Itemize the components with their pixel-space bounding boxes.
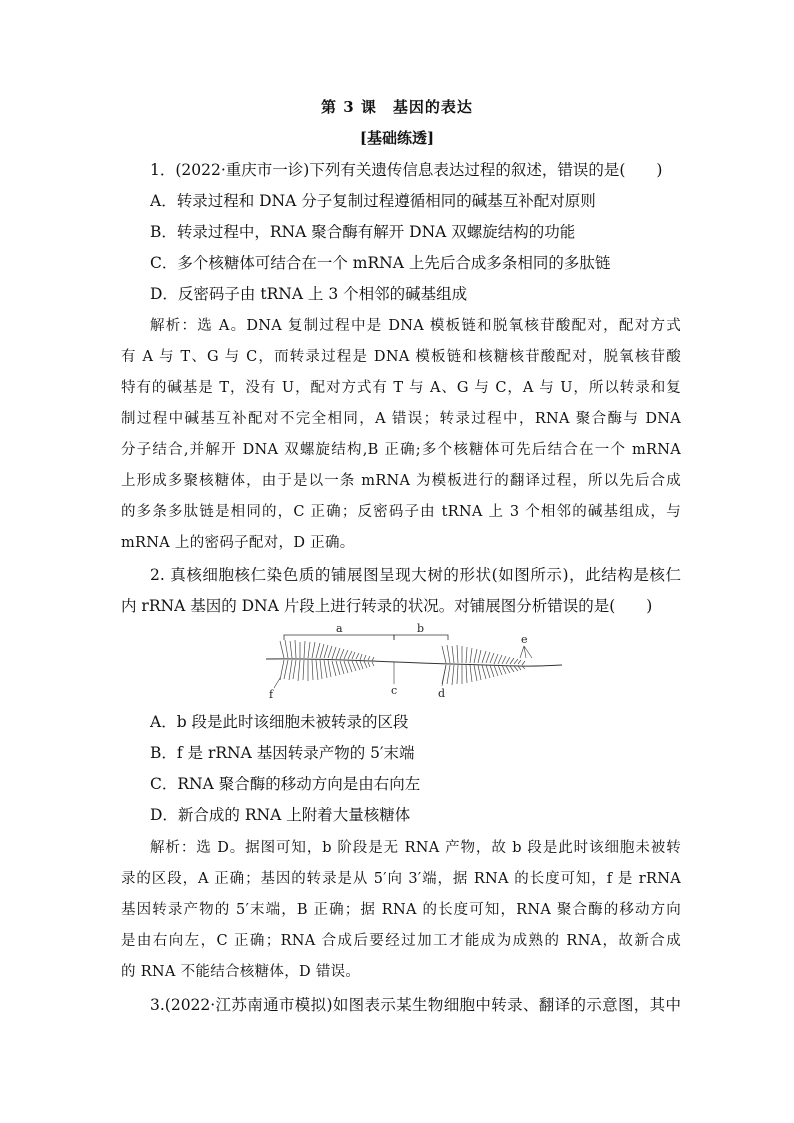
chromatin-spread-figure [262, 618, 572, 700]
q1-explanation-line: mRNA 上的密码子配对，D 正确。 [121, 535, 355, 551]
q1-explanation-line: 的多条多肽链是相同的，C 正确；反密码子由 tRNA 上 3 个相邻的碱基组成，与 [121, 504, 681, 520]
q2-option-b: B．f 是 rRNA 基因转录产物的 5′末端 [150, 744, 415, 762]
q3-stem: 3.(2022·江苏南通市模拟)如图表示某生物细胞中转录、翻译的示意图，其中 [150, 996, 681, 1014]
q2-stem-line: 内 rRNA 基因的 DNA 片段上进行转录的状况。对铺展图分析错误的是( ) [121, 597, 653, 615]
q1-option-b: B．转录过程中，RNA 聚合酶有解开 DNA 双螺旋结构的功能 [150, 223, 576, 241]
section-heading: [基础练透] [359, 129, 435, 147]
lesson-title: 第 3 课 基因的表达 [321, 98, 473, 116]
q2-stem-line: 2. 真核细胞核仁染色质的铺展图呈现大树的形状(如图所示)，此结构是核仁 [150, 566, 681, 584]
q2-option-c: C．RNA 聚合酶的移动方向是由右向左 [150, 775, 421, 793]
q2-explanation-line: 解析：选 D。据图可知，b 阶段是无 RNA 产物，故 b 段是此时该细胞未被转 [150, 840, 681, 856]
q1-option-c: C．多个核糖体可结合在一个 mRNA 上先后合成多条相同的多肽链 [150, 254, 611, 272]
q2-explanation-line: 基因转录产物的 5′末端，B 正确；据 RNA 的长度可知，RNA 聚合酶的移动方向 [121, 902, 681, 918]
label-f: f [269, 688, 274, 700]
q2-explanation-line: 的 RNA 不能结合核糖体，D 错误。 [121, 964, 361, 980]
q1-explanation-line: 解析：选 A。DNA 复制过程中是 DNA 模板链和脱氧核苷酸配对，配对方式 [150, 318, 681, 334]
q1-option-d: D．反密码子由 tRNA 上 3 个相邻的碱基组成 [150, 285, 468, 303]
q2-explanation-line: 是由右向左，C 正确；RNA 合成后要经过加工才能成为成熟的 RNA，故新合成 [121, 933, 681, 949]
label-e: e [521, 633, 528, 646]
q1-option-a: A．转录过程和 DNA 分子复制过程遵循相同的碱基互补配对原则 [150, 192, 596, 210]
q1-explanation-line: 制过程中碱基互补配对不完全相同，A 错误；转录过程中，RNA 聚合酶与 DNA [121, 411, 681, 427]
q1-explanation-line: 上形成多聚核糖体，由于是以一条 mRNA 为模板进行的翻译过程，所以先后合成 [121, 473, 681, 489]
q1-explanation-line: 有 A 与 T、G 与 C，而转录过程是 DNA 模板链和核糖核苷酸配对，脱氧核苷酸 [121, 349, 681, 365]
label-b: b [417, 622, 425, 635]
q2-option-d: D．新合成的 RNA 上附着大量核糖体 [150, 806, 411, 824]
q1-explanation-line: 特有的碱基是 T，没有 U，配对方式有 T 与 A、G 与 C，A 与 U，所以转录和复 [121, 380, 681, 396]
q1-explanation-line: 分子结合,并解开 DNA 双螺旋结构,B 正确;多个核糖体可先后结合在一个 mRNA [121, 442, 681, 458]
q2-explanation-line: 录的区段，A 正确；基因的转录是从 5′向 3′端，据 RNA 的长度可知，f 是 rRNA [121, 871, 681, 887]
label-d: d [438, 687, 446, 700]
label-c: c [391, 684, 398, 697]
q1-stem: 1．(2022·重庆市一诊)下列有关遗传信息表达过程的叙述，错误的是( ) [150, 161, 663, 179]
q2-option-a: A．b 段是此时该细胞未被转录的区段 [150, 713, 409, 731]
label-a: a [336, 622, 343, 635]
